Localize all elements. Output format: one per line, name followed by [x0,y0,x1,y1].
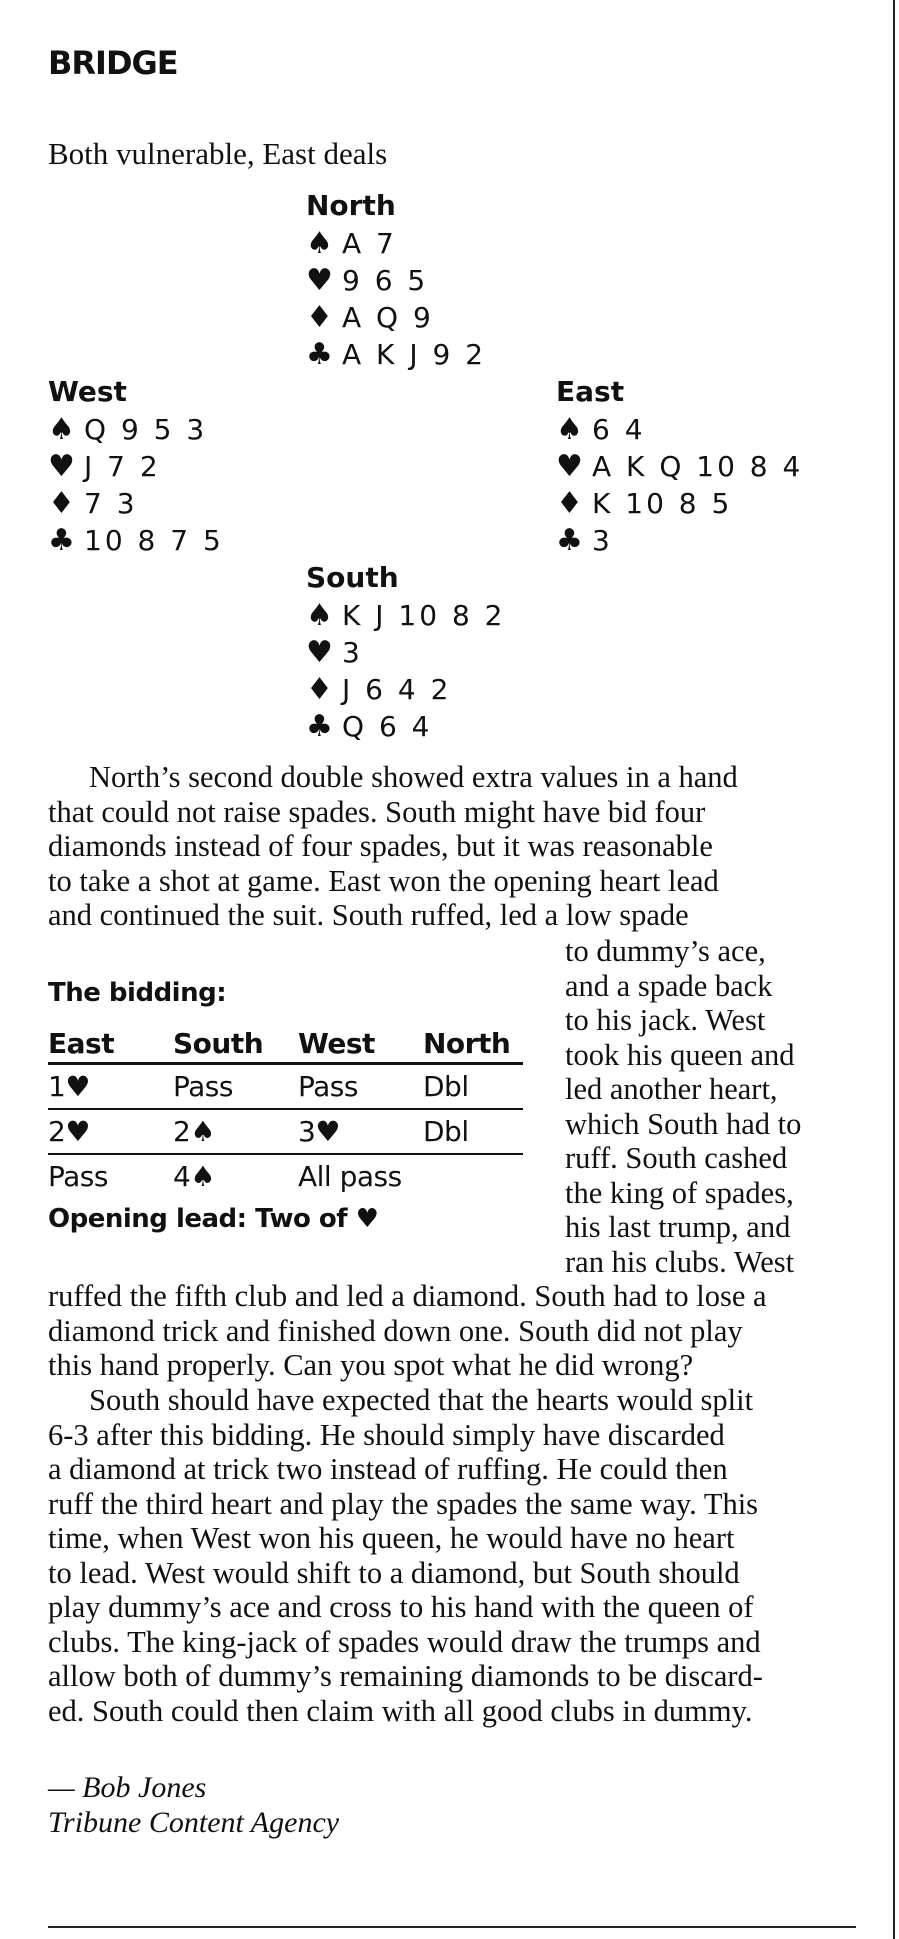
hearts-cards: A K Q 10 8 4 [592,450,804,483]
heart-icon: ♥ [556,449,583,484]
hearts-row [306,634,505,671]
author-name: — Bob Jones [48,1771,207,1804]
text-line: which South had to [565,1106,802,1141]
agency-name: Tribune Content Agency [48,1806,340,1839]
hearts-row [556,448,803,485]
diamonds-cards: A Q 9 [342,301,434,334]
bidding-table [48,1024,523,1198]
opening-lead [48,1204,523,1234]
text-line: and continued the suit. South ruffed, led a low spade [48,898,689,932]
heart-icon: ♥ [48,449,75,484]
text-line: play dummy’s ace and cross to his hand with the queen of [48,1590,754,1624]
spades-row [556,411,803,448]
clubs-cards: A K J 9 2 [342,338,487,371]
clubs-cards: 3 [592,524,613,557]
hand-south [306,560,505,745]
vulnerability-line: Both vulnerable, East deals [48,136,388,171]
hand-name: West [48,375,127,408]
hearts-row [306,262,486,299]
text-line: ed. South could then claim with all good clubs in dummy. [48,1693,753,1728]
text-line: diamonds instead of four spades, but it was reasonable [48,829,713,863]
diamonds-cards: J 6 4 2 [342,673,452,706]
article-paragraph-1-end [48,1279,767,1383]
diamonds-row [306,671,505,708]
diamonds-row [306,299,486,336]
bid-cell: 3♥ [298,1109,423,1154]
column-header: South [173,1024,298,1064]
bid-cell: Pass [298,1064,423,1110]
clubs-row [306,336,486,373]
spades-cards: A 7 [342,227,397,260]
bid-cell: Dbl [423,1064,523,1110]
diamonds-row [48,485,224,522]
text-line: time, when West won his queen, he would have no heart [48,1521,735,1555]
hand-north [306,188,486,373]
hearts-cards: J 7 2 [84,450,161,483]
text-line: this hand properly. Can you spot what he did wrong? [48,1348,694,1382]
text-line: 6-3 after this bidding. He should simply have discarded [48,1417,725,1452]
article-paragraph-1 [48,760,738,933]
heart-icon: ♥ [306,635,333,670]
clubs-row [306,708,505,745]
clubs-cards: 10 8 7 5 [84,524,224,557]
article-paragraph-2 [48,1383,763,1728]
text-line: diamond trick and finished down one. South did not play [48,1313,743,1348]
heart-icon: ♥ [306,263,333,298]
diamond-icon: ♦ [306,300,333,335]
hearts-cards: 9 6 5 [342,264,429,297]
text-line: allow both of dummy’s remaining diamonds to be discard- [48,1659,763,1693]
text-line: to dummy’s ace, [565,934,766,968]
opening-lead-label: Opening lead: Two of [48,1204,348,1234]
article-side-column [565,934,801,1279]
spade-icon: ♠ [556,412,583,447]
text-line: and a spade back [565,968,773,1003]
diamond-icon: ♦ [48,486,75,521]
diamonds-cards: K 10 8 5 [592,487,733,520]
spade-icon: ♠ [306,598,333,633]
bid-cell: 2♥ [48,1109,173,1154]
text-line: led another heart, [565,1072,778,1106]
diamond-icon: ♦ [556,486,583,521]
hand-west [48,374,224,559]
diamonds-row [556,485,803,522]
bid-cell: 1♥ [48,1064,173,1110]
spade-icon: ♠ [48,412,75,447]
text-line: his last trump, and [565,1210,791,1244]
club-icon: ♣ [48,523,75,558]
text-line: ruff. South cashed [565,1141,788,1175]
text-line: to lead. West would shift to a diamond, but South should [48,1555,740,1590]
text-line: North’s second double showed extra values in a hand [89,760,738,794]
text-line: ran his clubs. West [565,1244,795,1279]
spade-icon: ♠ [306,226,333,261]
page-title: BRIDGE [48,44,178,82]
spades-cards: Q 9 5 3 [84,413,208,446]
spades-cards: K J 10 8 2 [342,599,506,632]
bid-cell: Pass [173,1064,298,1110]
bidding-heading: The bidding: [48,978,227,1008]
text-line: South should have expected that the hearts would split [89,1383,754,1417]
clubs-cards: Q 6 4 [342,710,433,743]
text-line: clubs. The king-jack of spades would draw the trumps and [48,1624,761,1659]
bid-cell: Dbl [423,1109,523,1154]
hand-name: South [306,561,399,594]
hand-name: North [306,189,396,222]
spades-cards: 6 4 [592,413,646,446]
club-icon: ♣ [306,337,333,372]
text-line: to take a shot at game. East won the opening heart lead [48,863,719,898]
column-header: East [48,1024,173,1064]
text-line: took his queen and [565,1037,795,1072]
hearts-row [48,448,224,485]
bid-cell: 4♠ [173,1160,215,1193]
heart-icon: ♥ [355,1204,379,1234]
hand-east [556,374,803,559]
spades-row [48,411,224,448]
column-header: West [298,1024,423,1064]
diamond-icon: ♦ [306,672,333,707]
right-border [893,0,895,1939]
bid-cell [423,1154,523,1198]
column-header: North [423,1024,523,1064]
text-line: ruffed the fifth club and led a diamond. South had to lose a [48,1279,767,1313]
diamonds-cards: 7 3 [84,487,138,520]
table-row [48,1109,523,1154]
text-line: a diamond at trick two instead of ruffing. He could then [48,1452,728,1486]
club-icon: ♣ [306,709,333,744]
bidding-header-row [48,1024,523,1064]
table-row [48,1154,523,1198]
clubs-row [48,522,224,559]
byline [48,1770,339,1840]
bid-cell: 2♠ [173,1109,298,1154]
hearts-cards: 3 [342,636,363,669]
spades-row [306,597,505,634]
text-line: the king of spades, [565,1175,794,1210]
clubs-row [556,522,803,559]
bottom-divider [48,1926,856,1928]
bidding-box [48,976,523,1234]
spades-row [306,225,486,262]
club-icon: ♣ [556,523,583,558]
hand-name: East [556,375,625,408]
table-row [48,1064,523,1110]
bid-cell: All pass [298,1160,402,1193]
text-line: ruff the third heart and play the spades the same way. This [48,1486,759,1521]
text-line: that could not raise spades. South might have bid four [48,794,706,829]
text-line: to his jack. West [565,1003,766,1037]
bid-cell: Pass [48,1160,108,1193]
